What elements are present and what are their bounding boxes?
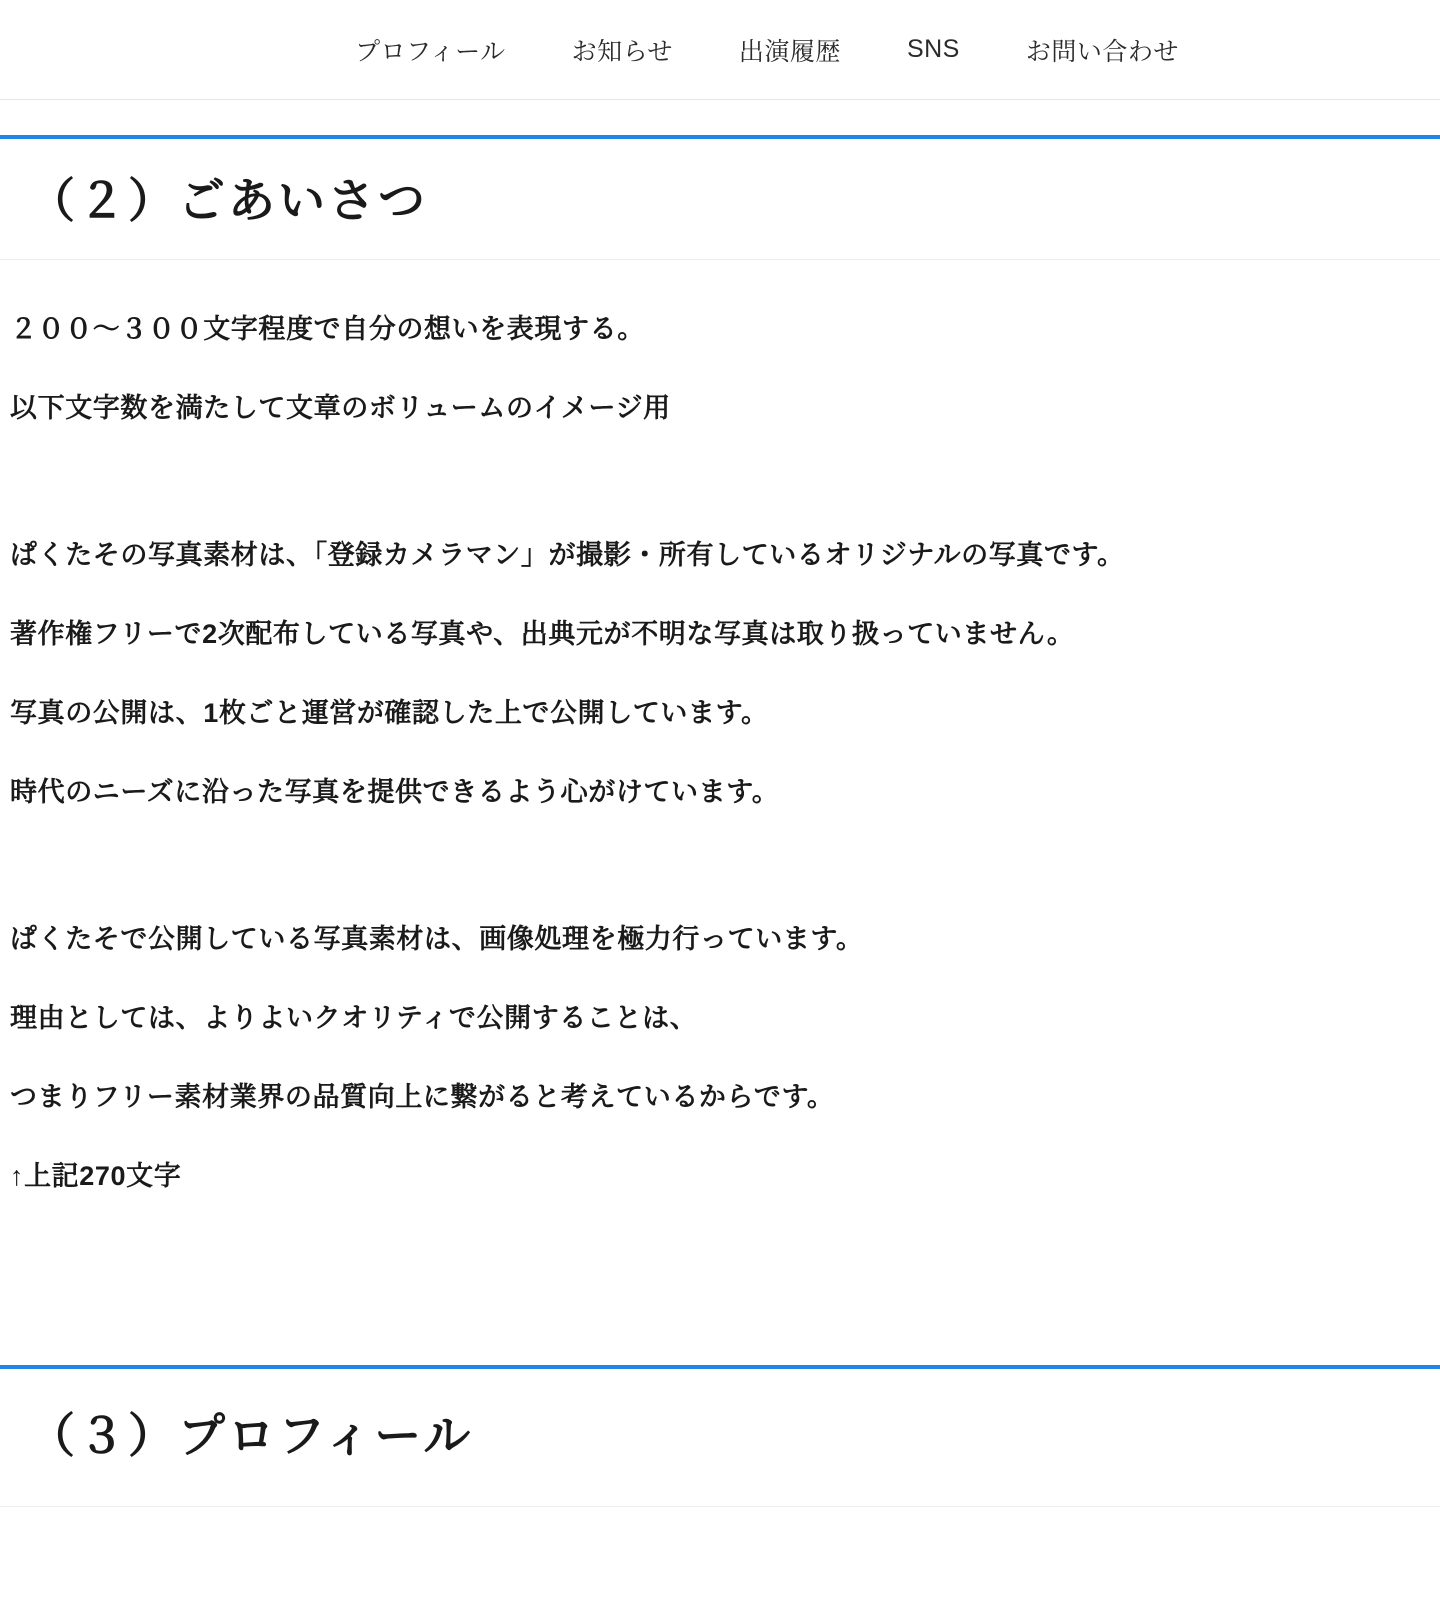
nav-item-contact[interactable]: お問い合わせ [1025, 37, 1179, 66]
paragraph-body-6: 理由としては、よりよいクオリティで公開することは、 [10, 1002, 698, 1033]
page-title: （２）ごあいさつ [0, 139, 1440, 260]
section-profile [0, 1365, 1440, 1507]
nav-item-profile[interactable]: プロフィール [355, 37, 506, 66]
paragraph-body-2: 著作権フリーで2次配布している写真や、出典元が不明な写真は取り扱っていません。 [10, 618, 1075, 649]
paragraph-body-7: つまりフリー素材業界の品質向上に繋がると考えているからです。 [10, 1081, 835, 1112]
paragraph-body-3: 写真の公開は、1枚ごと運営が確認した上で公開しています。 [10, 697, 769, 728]
top-navigation [0, 0, 1440, 100]
paragraph-character-count: ↑上記270文字 [10, 1160, 182, 1191]
greeting-body [0, 260, 1440, 1330]
paragraph-body-4: 時代のニーズに沿った写真を提供できるよう心がけています。 [10, 776, 780, 807]
paragraph-body-1: ぱくたその写真素材は、「登録カメラマン」が撮影・所有しているオリジナルの写真です。 [10, 539, 1125, 570]
section-greeting [0, 135, 1440, 1330]
paragraph-body-5: ぱくたそで公開している写真素材は、画像処理を極力行っています。 [10, 923, 864, 954]
nav-list [322, 32, 1212, 68]
section-profile-title: （３）プロフィール [0, 1369, 1440, 1507]
nav-item-appearances[interactable]: 出演履歴 [738, 37, 841, 66]
paragraph-intro-2: 以下文字数を満たして文章のボリュームのイメージ用 [10, 392, 671, 423]
paragraph-intro-1: ２００〜３００文字程度で自分の想いを表現する。 [10, 313, 645, 344]
section-spacer [10, 1190, 1440, 1330]
nav-item-news[interactable]: お知らせ [571, 37, 673, 66]
nav-item-sns[interactable]: SNS [906, 35, 960, 63]
